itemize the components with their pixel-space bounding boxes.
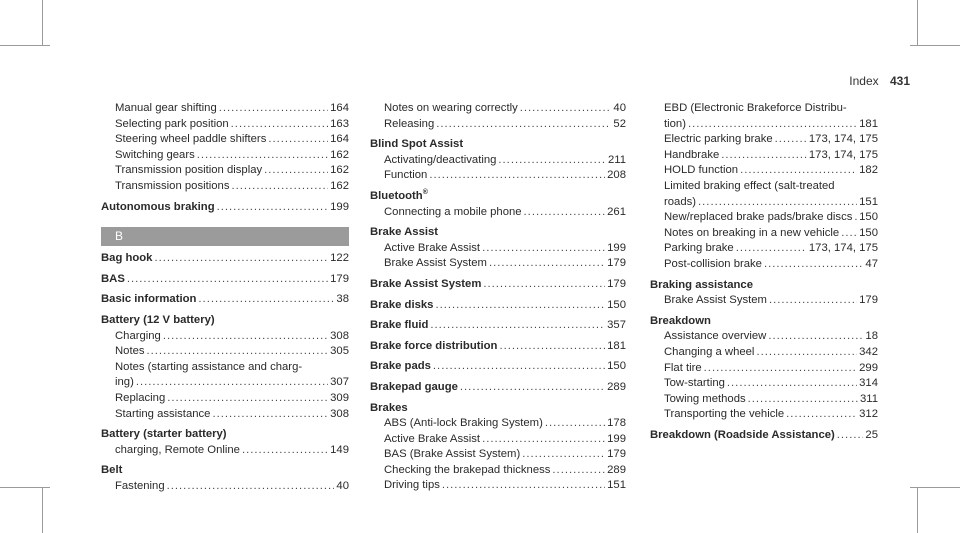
index-entry[interactable] (101, 391, 349, 407)
page-reference[interactable]: 179 (607, 257, 626, 270)
index-entry[interactable] (370, 101, 626, 117)
index-entry[interactable] (650, 345, 878, 361)
entry-text: Electric parking brake (664, 133, 773, 146)
crop-mark (917, 0, 918, 46)
index-heading-entry[interactable] (101, 200, 349, 216)
index-entry[interactable] (370, 168, 626, 184)
index-heading-entry[interactable] (101, 272, 349, 288)
entry-text: Brakepad gauge (370, 380, 458, 393)
dot-leader (167, 479, 335, 495)
page-reference[interactable]: 164 (330, 133, 349, 146)
entry-text: HOLD function (664, 164, 739, 177)
index-entry[interactable] (650, 117, 878, 133)
entry-text: Driving tips (384, 479, 440, 492)
dot-leader (167, 391, 328, 407)
index-entry[interactable] (650, 241, 878, 257)
index-entry[interactable] (101, 132, 349, 148)
entry-text: Breakdown (Roadside Assistance) (650, 428, 835, 441)
dot-leader (442, 478, 605, 494)
page-reference[interactable]: 151 (859, 195, 878, 208)
page-reference[interactable]: 261 (607, 205, 626, 218)
entry-text: Connecting a mobile phone (384, 205, 522, 218)
crop-mark (0, 487, 50, 488)
page-reference[interactable]: 289 (607, 463, 626, 476)
page-reference[interactable]: 162 (330, 148, 349, 161)
index-entry[interactable] (101, 375, 349, 391)
index-entry[interactable] (650, 376, 878, 392)
dot-leader (841, 226, 857, 242)
index-entry[interactable] (650, 392, 878, 408)
entry-text: Assistance overview (664, 330, 767, 343)
page-reference[interactable]: 309 (330, 391, 349, 404)
dot-leader (698, 195, 857, 211)
index-entry[interactable] (101, 148, 349, 164)
index-entry[interactable] (370, 447, 626, 463)
entry-text: Handbrake (664, 148, 720, 161)
entry-text: Post-collision brake (664, 257, 762, 270)
index-entry[interactable] (101, 344, 349, 360)
dot-leader (764, 257, 863, 273)
index-heading: Blind Spot Assist (370, 138, 464, 151)
dot-leader (756, 345, 857, 361)
entry-text: Brake force distribution (370, 339, 498, 352)
index-heading-entry[interactable] (370, 298, 626, 314)
entry-text: Tow-starting (664, 377, 725, 390)
dot-leader (127, 272, 328, 288)
page-reference[interactable]: 199 (607, 241, 626, 254)
index-heading-entry[interactable] (101, 292, 349, 308)
page-reference[interactable]: 38 (336, 293, 349, 306)
index-heading: Brakes (370, 401, 408, 414)
dot-leader (524, 205, 606, 221)
crop-mark (0, 45, 50, 46)
index-entry[interactable] (650, 210, 878, 226)
crop-mark (42, 487, 43, 533)
dot-leader (775, 132, 807, 148)
index-heading: Belt (101, 464, 123, 477)
index-entry[interactable] (370, 478, 626, 494)
index-entry[interactable] (101, 117, 349, 133)
index-entry-line: EBD (Electronic Brakeforce Distribu- (664, 102, 847, 114)
entry-text: Checking the brakepad thickness (384, 463, 551, 476)
page-reference[interactable]: 173, 174, 175 (808, 148, 878, 161)
entry-text: Towing methods (664, 392, 746, 405)
dot-leader (748, 392, 858, 408)
entry-text: New/replaced brake pads/brake discs (664, 211, 853, 224)
index-entry[interactable] (370, 153, 626, 169)
index-entry[interactable] (370, 256, 626, 272)
page-reference[interactable]: 150 (859, 211, 878, 224)
entry-text: Brake Assist System (370, 277, 482, 290)
entry-text: Steering wheel paddle shifters (115, 133, 267, 146)
page-reference[interactable]: 149 (330, 443, 349, 456)
index-entry[interactable] (101, 479, 349, 495)
entry-text: Starting assistance (115, 407, 211, 420)
dot-leader (429, 168, 605, 184)
index-heading: Battery (12 V battery) (101, 313, 215, 326)
index-heading (370, 189, 626, 205)
page-reference[interactable]: 181 (859, 117, 878, 130)
entry-text: Transporting the vehicle (664, 408, 785, 421)
dot-leader (522, 447, 605, 463)
index-entry[interactable] (101, 179, 349, 195)
index-entry[interactable] (370, 117, 626, 133)
dot-leader (482, 432, 605, 448)
page-reference[interactable]: 179 (859, 294, 878, 307)
dot-leader (499, 339, 605, 355)
page-reference[interactable]: 40 (613, 102, 626, 114)
page-reference[interactable]: 18 (865, 330, 878, 343)
page-reference[interactable]: 40 (336, 479, 349, 492)
dot-leader (163, 329, 328, 345)
entry-text: Autonomous braking (101, 200, 215, 213)
page-reference[interactable]: 199 (330, 200, 349, 213)
page-reference[interactable]: 342 (859, 345, 878, 358)
index-entry[interactable] (650, 163, 878, 179)
dot-leader (489, 256, 605, 272)
page-reference[interactable]: 164 (330, 102, 349, 114)
entry-text: Brake disks (370, 298, 434, 311)
dot-leader (433, 359, 605, 375)
dot-leader (704, 361, 857, 377)
dot-leader (721, 148, 807, 164)
page-reference[interactable]: 314 (859, 377, 878, 390)
entry-text: Brake Assist System (664, 294, 767, 307)
entry-text: Active Brake Assist (384, 241, 481, 254)
dot-leader (552, 463, 605, 479)
page-reference[interactable]: 150 (607, 360, 626, 373)
dot-leader (545, 416, 605, 432)
page-reference[interactable]: 162 (330, 164, 349, 177)
index-entry-line: Limited braking effect (salt-treated (664, 179, 835, 192)
page-reference[interactable]: 179 (330, 272, 349, 285)
entry-text: Function (384, 169, 428, 182)
dot-leader (136, 375, 328, 391)
dot-leader (242, 443, 328, 459)
index-entry[interactable] (101, 443, 349, 459)
index-column-3 (650, 101, 878, 443)
index-entry[interactable] (370, 416, 626, 432)
page-reference[interactable]: 357 (607, 319, 626, 332)
dot-leader (147, 344, 329, 360)
page-header (849, 74, 910, 88)
dot-leader (482, 241, 605, 257)
dot-leader (217, 200, 329, 216)
page-reference[interactable]: 173, 174, 175 (808, 242, 878, 255)
entry-text: Brake Assist System (384, 257, 487, 270)
dot-leader (231, 179, 328, 195)
entry-text: tion) (664, 117, 686, 130)
page-reference[interactable]: 122 (330, 252, 349, 265)
entry-text: BAS (101, 272, 125, 285)
dot-leader (736, 241, 807, 257)
index-entry[interactable] (370, 241, 626, 257)
index-entry[interactable] (650, 293, 878, 309)
index-column-2 (370, 101, 626, 494)
dot-leader (231, 117, 328, 133)
section-title: Index (849, 74, 879, 88)
page-reference[interactable]: 173, 174, 175 (808, 133, 878, 146)
entry-text: Manual gear shifting (115, 102, 217, 114)
entry-text: ABS (Anti-lock Braking System) (384, 417, 543, 430)
page-reference[interactable]: 299 (859, 361, 878, 374)
page-reference[interactable]: 25 (865, 428, 878, 441)
dot-leader (786, 407, 857, 423)
entry-text: Charging (115, 329, 161, 342)
entry-text: Brake pads (370, 360, 431, 373)
index-entry[interactable] (650, 195, 878, 211)
crop-mark (917, 487, 918, 533)
entry-text: Notes on breaking in a new vehicle (664, 226, 840, 239)
dot-leader (212, 407, 328, 423)
page-reference[interactable]: 179 (607, 448, 626, 461)
index-entry[interactable] (370, 432, 626, 448)
crop-mark (910, 45, 960, 46)
dot-leader (435, 298, 605, 314)
dot-leader (430, 318, 605, 334)
index-entry[interactable] (101, 101, 349, 117)
page-reference[interactable]: 150 (859, 226, 878, 239)
dot-leader (198, 292, 334, 308)
dot-leader (837, 428, 864, 444)
index-entry[interactable] (101, 329, 349, 345)
index-heading-entry[interactable] (370, 318, 626, 334)
index-heading-entry[interactable] (101, 251, 349, 267)
entry-text: BAS (Brake Assist System) (384, 448, 521, 461)
index-heading-entry[interactable] (370, 380, 626, 396)
dot-leader (483, 277, 605, 293)
dot-leader (154, 251, 328, 267)
dot-leader (219, 101, 328, 117)
index-heading-entry[interactable] (370, 339, 626, 355)
entry-text: Notes on wearing correctly (384, 102, 518, 114)
entry-text: Flat tire (664, 361, 702, 374)
entry-text: Notes (115, 345, 145, 358)
page-reference[interactable]: 150 (607, 298, 626, 311)
index-heading: Braking assistance (650, 278, 753, 291)
entry-text: Active Brake Assist (384, 432, 481, 445)
index-entry[interactable] (370, 205, 626, 221)
index-heading: Breakdown (650, 314, 711, 327)
page-number: 431 (889, 74, 910, 88)
page-reference[interactable]: 308 (330, 407, 349, 420)
dot-leader (769, 293, 857, 309)
page-reference[interactable]: 52 (613, 117, 626, 130)
dot-leader (436, 117, 611, 133)
page-reference[interactable]: 181 (607, 339, 626, 352)
index-entry[interactable] (370, 463, 626, 479)
page-reference[interactable]: 162 (330, 179, 349, 192)
dot-leader (740, 163, 857, 179)
index-entry-line: Notes (starting assistance and charg- (115, 360, 303, 373)
page-reference[interactable]: 199 (607, 432, 626, 445)
entry-text: Changing a wheel (664, 345, 755, 358)
dot-leader (520, 101, 612, 117)
letter-section-bar: B (101, 227, 349, 246)
entry-text: ing) (115, 376, 134, 389)
index-entry[interactable] (650, 407, 878, 423)
bluetooth-heading-text: Bluetooth (370, 189, 423, 202)
entry-text: roads) (664, 195, 697, 208)
entry-text: Transmission position display (115, 164, 263, 177)
index-entry[interactable] (650, 226, 878, 242)
page-reference[interactable]: 178 (607, 417, 626, 430)
crop-mark (910, 487, 960, 488)
entry-text: Selecting park position (115, 117, 229, 130)
page-reference[interactable]: 151 (607, 479, 626, 492)
index-heading: Battery (starter battery) (101, 428, 227, 441)
index-heading: Brake Assist (370, 226, 439, 239)
page-reference[interactable]: 179 (607, 277, 626, 290)
entry-text: Replacing (115, 391, 166, 404)
dot-leader (197, 148, 328, 164)
dot-leader (264, 163, 328, 179)
index-heading-entry[interactable] (370, 359, 626, 375)
index-entry[interactable] (650, 257, 878, 273)
index-entry[interactable] (650, 132, 878, 148)
page-reference[interactable]: 308 (330, 329, 349, 342)
page-reference[interactable]: 47 (865, 257, 878, 270)
entry-text: Basic information (101, 293, 197, 306)
entry-text: Brake fluid (370, 319, 429, 332)
dot-leader (727, 376, 857, 392)
dot-leader (854, 210, 857, 226)
entry-text: Activating/deactivating (384, 153, 497, 166)
index-column-1 (101, 101, 349, 494)
registered-mark: ® (422, 189, 428, 197)
page-reference[interactable]: 208 (607, 169, 626, 182)
entry-text: charging, Remote Online (115, 443, 240, 456)
page-reference[interactable]: 311 (859, 392, 878, 405)
index-entry[interactable] (650, 361, 878, 377)
dot-leader (268, 132, 328, 148)
index-entry[interactable] (650, 329, 878, 345)
index-entry[interactable] (101, 407, 349, 423)
entry-text: Fastening (115, 479, 165, 492)
page-reference[interactable]: 182 (859, 164, 878, 177)
entry-text: Transmission positions (115, 179, 230, 192)
page-reference[interactable]: 305 (330, 345, 349, 358)
entry-text: Switching gears (115, 148, 195, 161)
page-reference[interactable]: 289 (607, 380, 626, 393)
page-reference[interactable]: 211 (607, 153, 626, 166)
index-heading-entry[interactable] (650, 428, 878, 444)
index-heading-entry[interactable] (370, 277, 626, 293)
crop-mark (42, 0, 43, 46)
dot-leader (688, 117, 857, 133)
dot-leader (460, 380, 605, 396)
dot-leader (498, 153, 606, 169)
entry-text: Releasing (384, 117, 435, 130)
index-entry[interactable] (101, 163, 349, 179)
page-reference[interactable]: 312 (859, 408, 878, 421)
page-reference[interactable]: 163 (330, 117, 349, 130)
entry-text: Bag hook (101, 252, 153, 265)
page-reference[interactable]: 307 (330, 376, 349, 389)
dot-leader (768, 329, 863, 345)
index-entry[interactable] (650, 148, 878, 164)
entry-text: Parking brake (664, 242, 734, 255)
